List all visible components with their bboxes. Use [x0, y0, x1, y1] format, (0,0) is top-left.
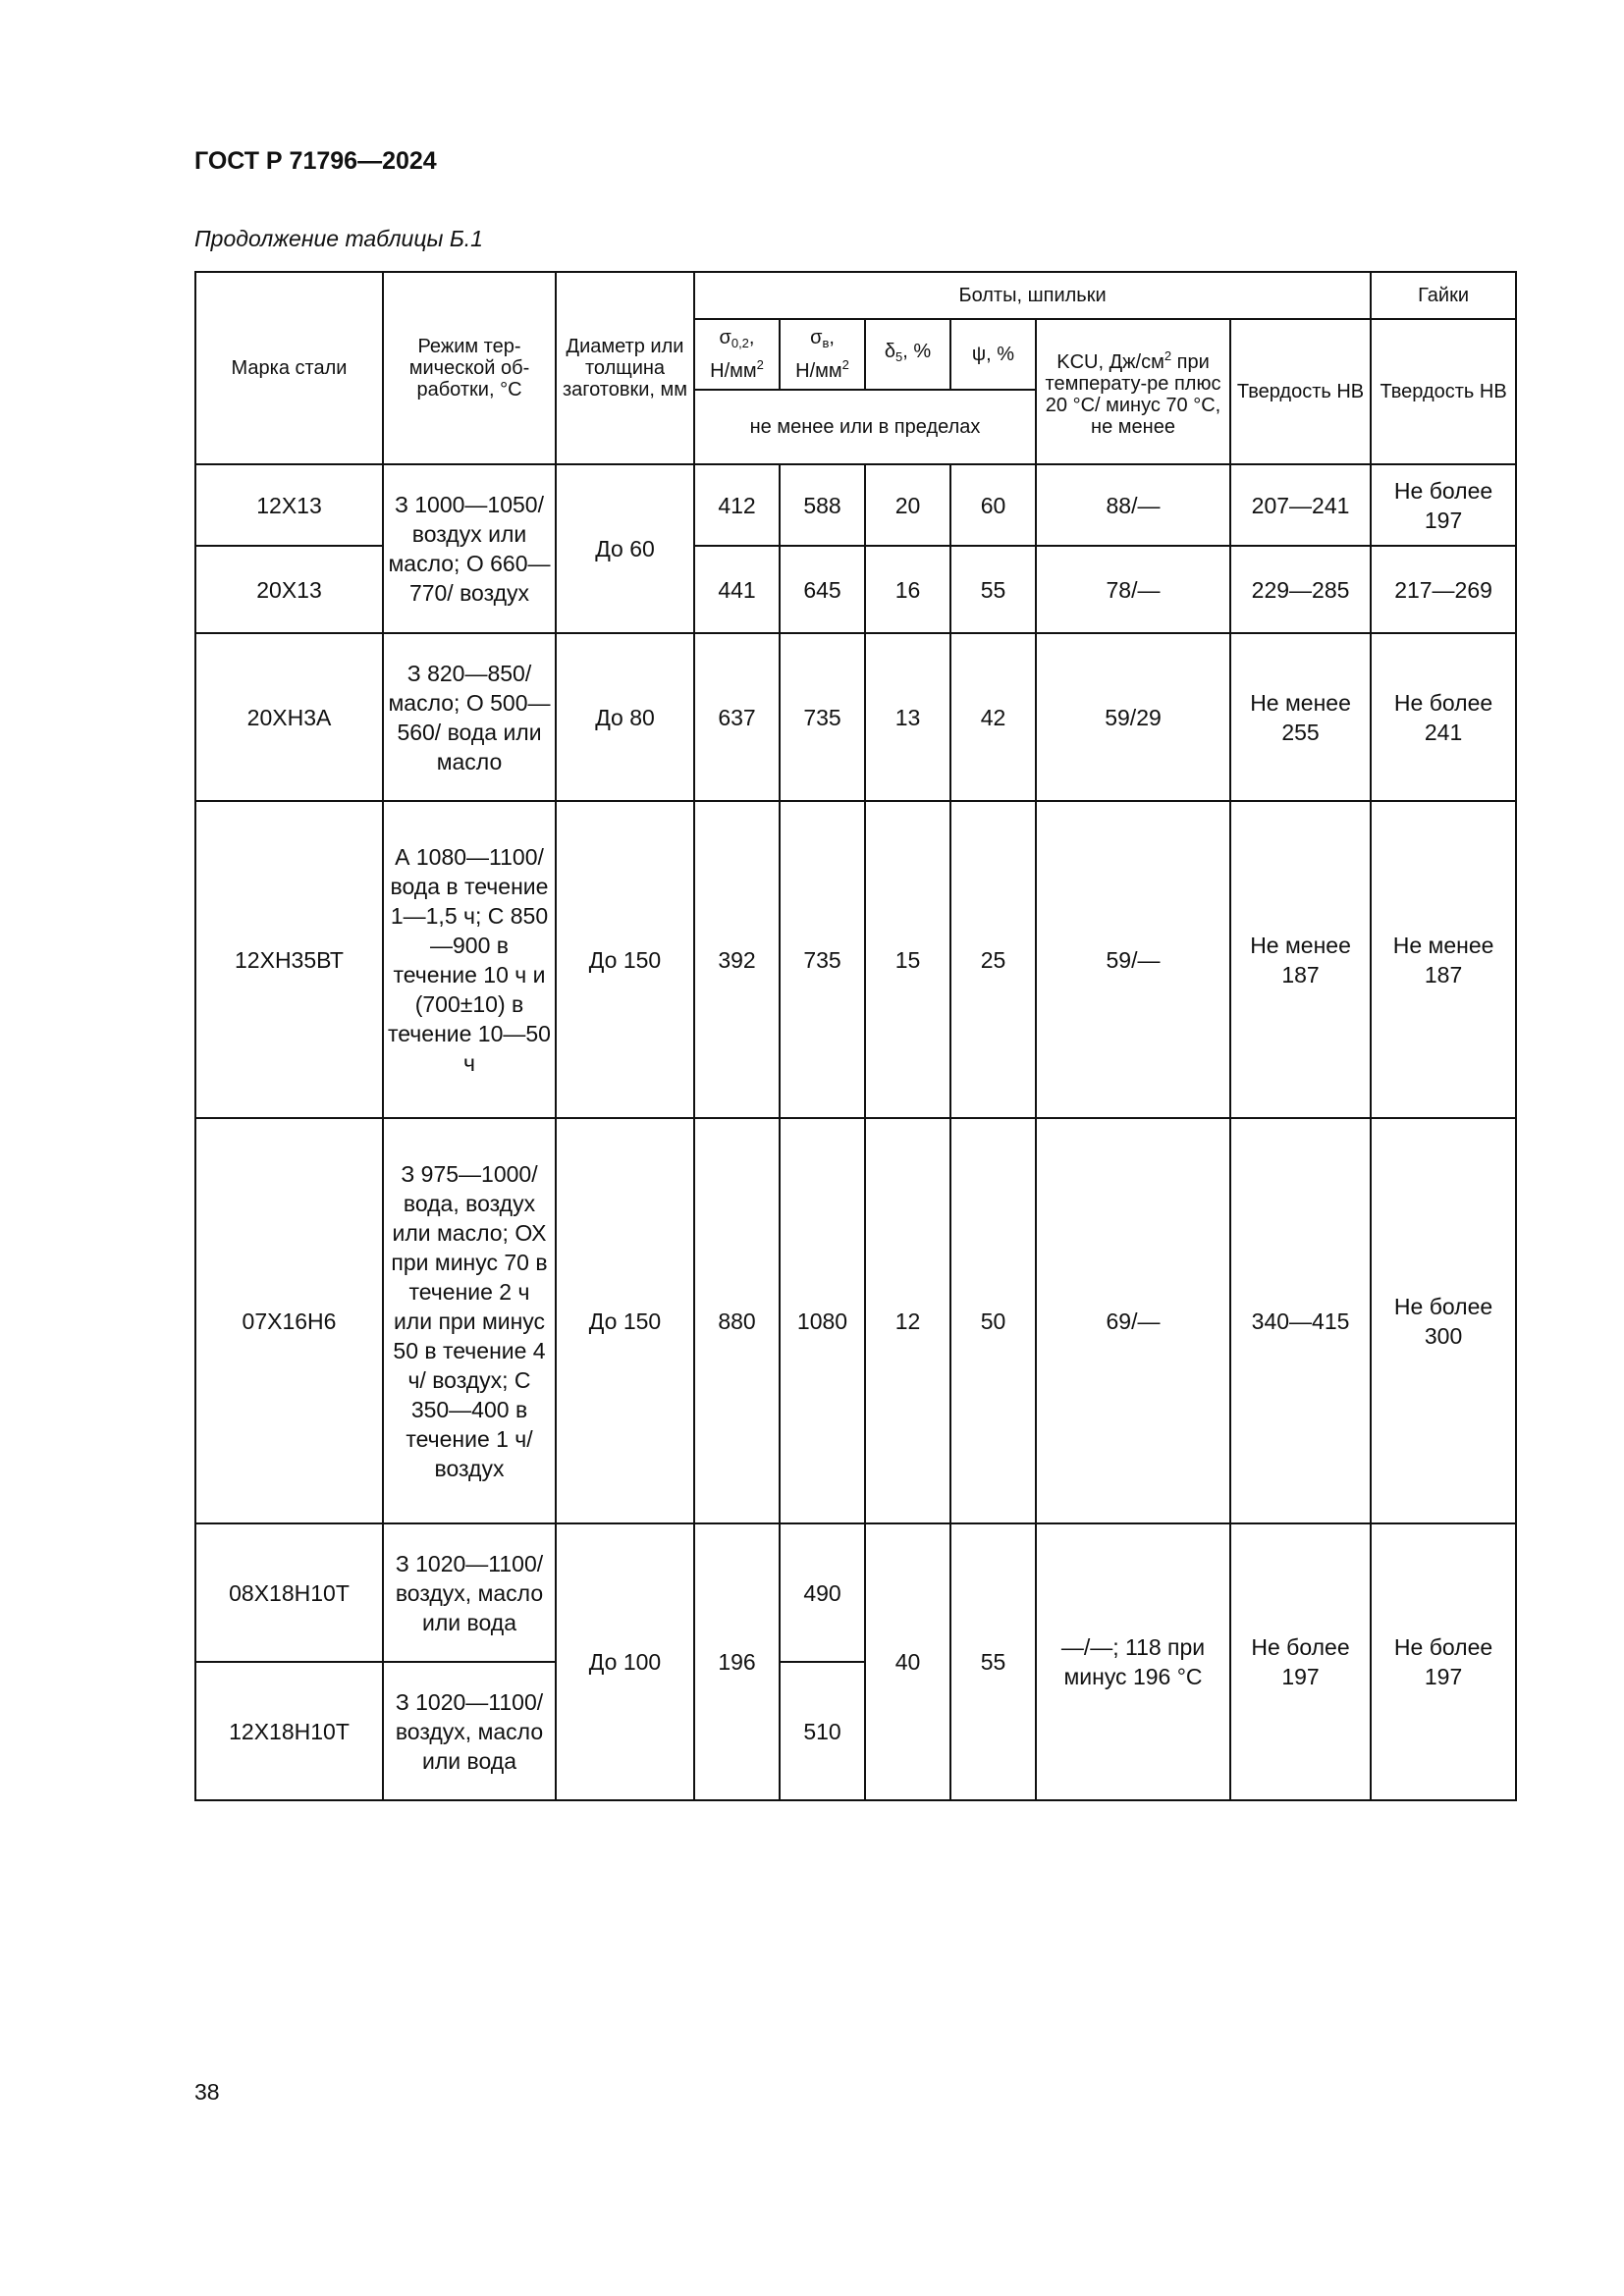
header-psi: ψ, %	[950, 319, 1036, 390]
sigmab-sup: 2	[841, 357, 849, 372]
cell-diameter: До 150	[556, 801, 694, 1118]
sigma02-sub: 0,2	[731, 336, 749, 350]
cell-hardness-nut: Не менее 187	[1371, 801, 1516, 1118]
cell-diameter: До 80	[556, 633, 694, 801]
document-header: ГОСТ Р 71796—2024	[194, 147, 437, 175]
cell-hardness-bolt: 340—415	[1230, 1118, 1371, 1523]
cell-hardness-bolt: Не менее 187	[1230, 801, 1371, 1118]
cell-grade: 20Х13	[195, 546, 383, 633]
cell-delta5: 16	[865, 546, 950, 633]
header-sigma-b: $\sigma_в$, $Н/мм^2$	[780, 319, 865, 390]
cell-treatment: З 1020—1100/воздух, масло или вода	[383, 1662, 556, 1800]
cell-hardness-nut: 217—269	[1371, 546, 1516, 633]
cell-kcu: 78/—	[1036, 546, 1230, 633]
cell-treatment: З 975—1000/ вода, воздух или масло; ОХ при минус 70 в течение 2 ч или при минус 50 в течение 4 ч/ воздух; С 350—400 в течение 1 ч/ воздух	[383, 1118, 556, 1523]
sigmab-unit: Н/мм	[795, 360, 842, 382]
cell-kcu: 59/29	[1036, 633, 1230, 801]
cell-psi: 55	[950, 1523, 1036, 1800]
header-steel-grade: Марка стали	[195, 272, 383, 464]
header-kcu	[1036, 319, 1230, 464]
cell-kcu: 59/—	[1036, 801, 1230, 1118]
cell-hardness-nut: Не более 197	[1371, 464, 1516, 546]
cell-psi: 60	[950, 464, 1036, 546]
sigmab-sub: в	[822, 336, 830, 350]
cell-delta5: 20	[865, 464, 950, 546]
cell-kcu: 88/—	[1036, 464, 1230, 546]
cell-sigmab: 645	[780, 546, 865, 633]
header-delta-5	[865, 319, 950, 390]
cell-hardness-nut: Не более 197	[1371, 1523, 1516, 1800]
cell-psi: 50	[950, 1118, 1036, 1523]
cell-sigma02: 880	[694, 1118, 780, 1523]
cell-hardness-nut: Не более 241	[1371, 633, 1516, 801]
cell-hardness-bolt: 207—241	[1230, 464, 1371, 546]
table-row	[195, 801, 1516, 1118]
cell-hardness-bolt: Не более 197	[1230, 1523, 1371, 1800]
cell-diameter: До 100	[556, 1523, 694, 1800]
table-row	[195, 633, 1516, 801]
table-row	[195, 1118, 1516, 1523]
header-hardness-nuts: Твердость НВ	[1371, 319, 1516, 464]
cell-treatment: З 820—850/ масло; О 500—560/ вода или масло	[383, 633, 556, 801]
table-row	[195, 464, 1516, 546]
cell-sigmab: 510	[780, 1662, 865, 1800]
sigmab-symbol: σ	[810, 327, 823, 348]
cell-grade: 12Х18Н10Т	[195, 1662, 383, 1800]
cell-grade: 08Х18Н10Т	[195, 1523, 383, 1662]
cell-sigmab: 735	[780, 801, 865, 1118]
cell-sigma02: 412	[694, 464, 780, 546]
header-hardness-bolts: Твердость НВ	[1230, 319, 1371, 464]
table-caption: Продолжение таблицы Б.1	[194, 226, 483, 251]
header-min-or-range: не менее или в пределах	[694, 390, 1036, 464]
cell-hardness-nut: Не более 300	[1371, 1118, 1516, 1523]
cell-treatment: З 1020—1100/воздух, масло или вода	[383, 1523, 556, 1662]
cell-grade: 20ХН3А	[195, 633, 383, 801]
cell-psi: 25	[950, 801, 1036, 1118]
page-number: 38	[194, 2079, 220, 2105]
cell-sigmab: 588	[780, 464, 865, 546]
cell-hardness-bolt: Не менее 255	[1230, 633, 1371, 801]
delta5-unit: , %	[902, 341, 932, 362]
header-heat-treatment: Режим тер-мической об-работки, °С	[383, 272, 556, 464]
cell-diameter: До 60	[556, 464, 694, 633]
cell-delta5: 15	[865, 801, 950, 1118]
cell-grade: 07Х16Н6	[195, 1118, 383, 1523]
cell-sigma02: 196	[694, 1523, 780, 1800]
cell-sigmab: 735	[780, 633, 865, 801]
cell-psi: 55	[950, 546, 1036, 633]
header-nuts-group: Гайки	[1371, 272, 1516, 319]
cell-delta5: 40	[865, 1523, 950, 1800]
cell-sigma02: 392	[694, 801, 780, 1118]
kcu-rest: при температу-ре плюс 20 °С/ минус 70 °С, не менее	[1045, 351, 1221, 438]
cell-psi: 42	[950, 633, 1036, 801]
cell-sigmab: 1080	[780, 1118, 865, 1523]
cell-kcu: 69/—	[1036, 1118, 1230, 1523]
header-bolts-group: Болты, шпильки	[694, 272, 1371, 319]
cell-kcu: —/—; 118 при минус 196 °С	[1036, 1523, 1230, 1800]
cell-grade: 12Х13	[195, 464, 383, 546]
cell-sigmab: 490	[780, 1523, 865, 1662]
cell-grade: 12ХН35ВТ	[195, 801, 383, 1118]
kcu-sup: 2	[1164, 348, 1172, 363]
kcu-prefix: KCU, Дж/см	[1056, 351, 1164, 373]
sigma02-symbol: σ	[719, 327, 731, 348]
delta5-sub: 5	[895, 349, 903, 364]
sigma02-unit: Н/мм	[710, 360, 757, 382]
cell-sigma02: 637	[694, 633, 780, 801]
sigma02-sup: 2	[756, 357, 764, 372]
header-row-1	[195, 272, 1516, 319]
cell-delta5: 13	[865, 633, 950, 801]
delta5-symbol: δ	[884, 341, 895, 362]
table-row	[195, 1523, 1516, 1662]
cell-sigma02: 441	[694, 546, 780, 633]
steel-properties-table	[194, 271, 1517, 1801]
cell-hardness-bolt: 229—285	[1230, 546, 1371, 633]
cell-treatment: А 1080—1100/вода в течение 1—1,5 ч; С 850—900 в течение 10 ч и (700±10) в течение 10—50 ч	[383, 801, 556, 1118]
header-sigma-02: $\sigma_{0,2}$, $Н/мм^2$	[694, 319, 780, 390]
header-diameter: Диаметр или толщина заготовки, мм	[556, 272, 694, 464]
cell-treatment: З 1000—1050/воздух или масло; О 660—770/ воздух	[383, 464, 556, 633]
cell-diameter: До 150	[556, 1118, 694, 1523]
cell-delta5: 12	[865, 1118, 950, 1523]
